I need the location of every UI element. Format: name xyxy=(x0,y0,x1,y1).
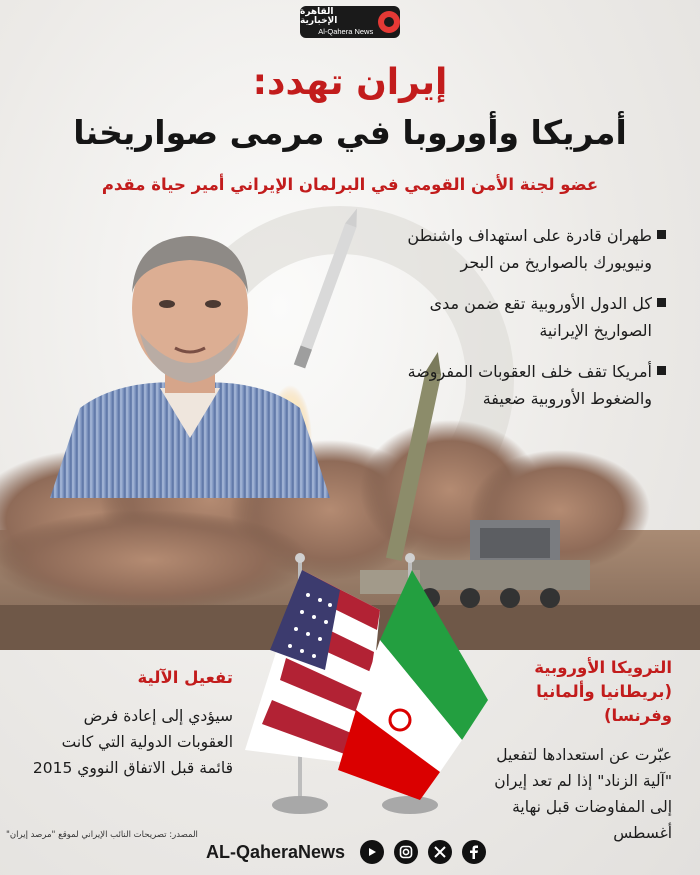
social-icons xyxy=(360,840,486,864)
x-icon[interactable] xyxy=(428,840,452,864)
key-point-text: أمريكا تقف خلف العقوبات المفروضة والضغوط الأوروبية ضعيفة xyxy=(407,362,652,408)
bullet-square-icon xyxy=(657,298,666,307)
headline-line1: إيران تهدد: xyxy=(252,62,448,103)
troika-body: عبّرت عن استعدادها لتفعيل "آلية الزناد" إذا لم تعد إيران إلى المفاوضات قبل نهاية أغسطس xyxy=(494,746,672,842)
headline-line2: أمريكا وأوروبا في مرمى صواريخنا xyxy=(73,113,627,152)
bullet-square-icon xyxy=(657,230,666,239)
mechanism-heading: تفعيل الآلية xyxy=(137,668,233,687)
logo-english: Al-Qahera News xyxy=(318,27,374,37)
mechanism-body: سيؤدي إلى إعادة فرض العقوبات الدولية التي كانت قائمة قبل الاتفاق النووي 2015 xyxy=(32,707,233,777)
instagram-icon[interactable] xyxy=(394,840,418,864)
mechanism-activation-block xyxy=(28,668,233,781)
key-point-text: كل الدول الأوروبية تقع ضمن مدى الصواريخ الإيرانية xyxy=(429,294,652,340)
key-points-list xyxy=(367,222,652,426)
official-portrait xyxy=(40,208,340,498)
troika-heading xyxy=(472,656,672,728)
logo-arabic: القاهرة الإخبارية xyxy=(300,7,338,27)
flags-illustration xyxy=(230,540,500,830)
european-troika-block xyxy=(472,656,672,846)
logo-mark-icon xyxy=(378,11,400,33)
key-point-1 xyxy=(367,222,652,276)
subtitle: عضو لجنة الأمن القومي في البرلمان الإيراني أمير حياة مقدم xyxy=(101,175,599,194)
youtube-icon[interactable] xyxy=(360,840,384,864)
key-point-2 xyxy=(367,290,652,344)
key-point-text: طهران قادرة على استهداف واشنطن ونيويورك بالصواريخ من البحر xyxy=(407,226,652,272)
bullet-square-icon xyxy=(657,366,666,375)
key-point-3 xyxy=(367,358,652,412)
troika-heading-line2: (بريطانيا وألمانيا وفرنسا) xyxy=(536,682,672,725)
facebook-icon[interactable] xyxy=(462,840,486,864)
brand-name: AL-QaheraNews xyxy=(206,842,346,862)
source-note: المصدر: تصريحات النائب الإيراني لموقع "مرصد إيران" xyxy=(6,830,198,840)
channel-logo xyxy=(300,6,400,38)
troika-heading-line1: الترويكا الأوروبية xyxy=(534,658,672,677)
